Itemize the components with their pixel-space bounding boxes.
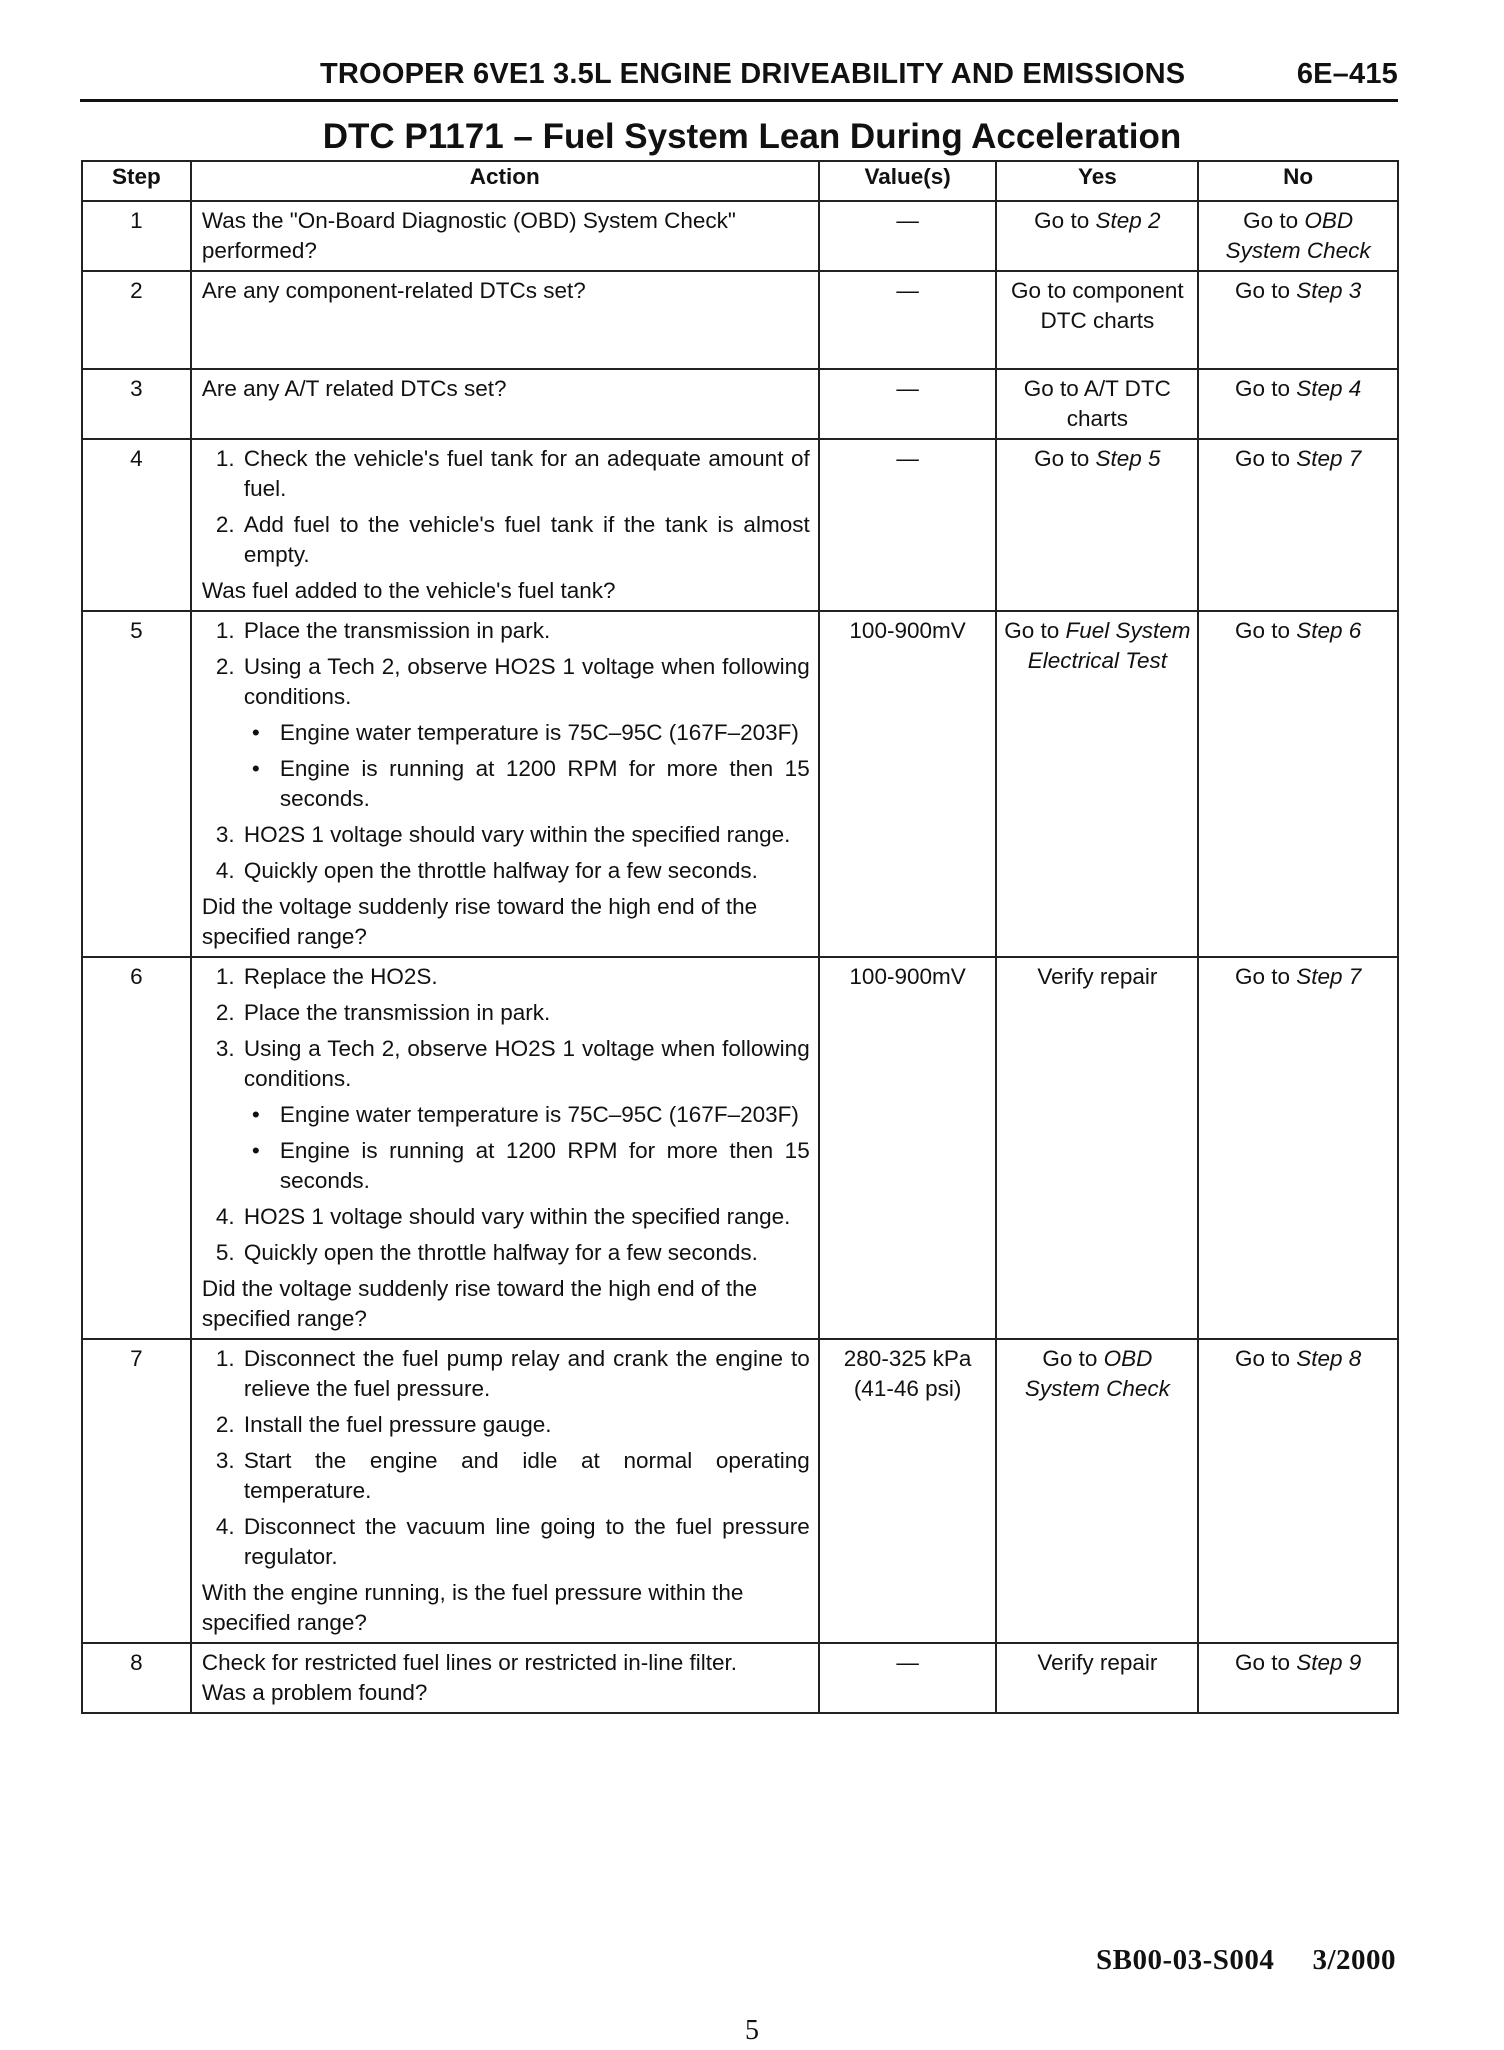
action-item: Place the transmission in park. — [243, 618, 551, 643]
action-item: Place the transmission in park. — [243, 1000, 551, 1025]
bulletin-number: SB00-03-S004 — [1096, 1944, 1275, 1976]
step-value: — — [819, 271, 997, 369]
yes-action: Go to OBD System Check — [996, 1339, 1198, 1643]
action-item: Disconnect the fuel pump relay and crank the engine to relieve the fuel pressure. — [243, 1346, 810, 1401]
step-question: Are any A/T related DTCs set? — [201, 376, 507, 401]
action-item: Quickly open the throttle halfway for a few seconds. — [243, 858, 758, 883]
step-question: Are any component-related DTCs set? — [201, 278, 586, 303]
page-reference: 6E–415 — [1296, 58, 1398, 90]
action-item: Using a Tech 2, observe HO2S 1 voltage when following conditions. — [243, 1036, 810, 1091]
table-row — [82, 611, 1398, 957]
table-row — [82, 369, 1398, 439]
table-row — [82, 1643, 1398, 1713]
action-item: Add fuel to the vehicle's fuel tank if the tank is almost empty. — [243, 512, 810, 567]
column-header-values: Value(s) — [819, 161, 997, 201]
step-action: 1. Place the transmission in park. 2. Using a Tech 2, observe HO2S 1 voltage when following conditions. • Engine water temperature is 75C–95C (167F–203F) • Engine is running at 1200 RPM for more then 15 seconds. 3. HO2S 1 voltage should vary within the specified range. 4. Quickly open the throttle halfway for a few seconds. Did the voltage suddenly rise toward the high end of the specified range? — [191, 611, 819, 957]
step-number: 5 — [82, 611, 191, 957]
step-action — [191, 201, 819, 271]
table-row — [82, 201, 1398, 271]
step-action: 1. Replace the HO2S. 2. Place the transmission in park. 3. Using a Tech 2, observe HO2S 1 voltage when following conditions. • Engine water temperature is 75C–95C (167F–203F) • Engine is running at 1200 RPM for more then 15 seconds. 4. HO2S 1 voltage should vary within the specified range. 5. Quickly open the throttle halfway for a few seconds. Did the voltage suddenly rise toward the high end of the specified range? — [191, 957, 819, 1339]
table-row — [82, 271, 1398, 369]
no-action: Go to Step 7 — [1198, 439, 1398, 611]
no-action: Go to Step 6 — [1198, 611, 1398, 957]
no-action: Go to Step 8 — [1198, 1339, 1398, 1643]
step-question: Was the "On-Board Diagnostic (OBD) System Check" performed? — [201, 208, 736, 263]
step-value: 100-900mV — [819, 611, 997, 957]
action-item: Start the engine and idle at normal operating temperature. — [243, 1448, 810, 1503]
condition-bullet: Engine is running at 1200 RPM for more then 15 seconds. — [279, 756, 810, 811]
action-item: Check the vehicle's fuel tank for an adequate amount of fuel. — [243, 446, 810, 501]
yes-action: Verify repair — [996, 957, 1198, 1339]
step-value: — — [819, 201, 997, 271]
action-item: HO2S 1 voltage should vary within the specified range. — [243, 1204, 791, 1229]
manual-section-title: TROOPER 6VE1 3.5L ENGINE DRIVEABILITY AND EMISSIONS — [320, 58, 1186, 90]
step-question: With the engine running, is the fuel pressure within the specified range? — [201, 1580, 744, 1635]
table-row — [82, 1339, 1398, 1643]
table-header-row — [82, 161, 1398, 201]
yes-action: Go to Step 2 — [996, 201, 1198, 271]
step-number: 2 — [82, 271, 191, 369]
step-number: 1 — [82, 201, 191, 271]
step-value: 280-325 kPa (41-46 psi) — [819, 1339, 997, 1643]
no-action: Go to Step 7 — [1198, 957, 1398, 1339]
condition-bullet: Engine water temperature is 75C–95C (167F–203F) — [279, 1102, 799, 1127]
step-action — [191, 369, 819, 439]
yes-action: Verify repair — [996, 1643, 1198, 1713]
bulletin-reference — [1096, 1944, 1396, 1977]
step-number: 7 — [82, 1339, 191, 1643]
step-action — [191, 271, 819, 369]
step-value: — — [819, 369, 997, 439]
step-question: Did the voltage suddenly rise toward the high end of the specified range? — [201, 894, 758, 949]
action-item: Replace the HO2S. — [243, 964, 438, 989]
step-question: Was fuel added to the vehicle's fuel tank? — [201, 578, 616, 603]
step-action — [191, 1643, 819, 1713]
bulletin-date: 3/2000 — [1312, 1944, 1396, 1976]
step-number: 4 — [82, 439, 191, 611]
column-header-action: Action — [191, 161, 819, 201]
table-row — [82, 957, 1398, 1339]
action-item: Install the fuel pressure gauge. — [243, 1412, 552, 1437]
yes-action: Go to A/T DTC charts — [996, 369, 1198, 439]
column-header-yes: Yes — [996, 161, 1198, 201]
diagnostic-table — [81, 160, 1399, 1714]
condition-bullet: Engine is running at 1200 RPM for more then 15 seconds. — [279, 1138, 810, 1193]
step-value: 100-900mV — [819, 957, 997, 1339]
step-question: Was a problem found? — [201, 1680, 428, 1705]
yes-action: Go to Step 5 — [996, 439, 1198, 611]
step-action: 1. Disconnect the fuel pump relay and crank the engine to relieve the fuel pressure. 2. Install the fuel pressure gauge. 3. Start the engine and idle at normal operating temperature. 4. Disconnect the vacuum line going to the fuel pressure regulator. With the engine running, is the fuel pressure within the specified range? — [191, 1339, 819, 1643]
no-action: Go to Step 4 — [1198, 369, 1398, 439]
column-header-step: Step — [82, 161, 191, 201]
condition-bullet: Engine water temperature is 75C–95C (167F–203F) — [279, 720, 799, 745]
action-item: Disconnect the vacuum line going to the fuel pressure regulator. — [243, 1514, 810, 1569]
no-action: Go to OBD System Check — [1198, 201, 1398, 271]
dtc-title: DTC P1171 – Fuel System Lean During Acceleration — [322, 117, 1182, 156]
step-value: — — [819, 1643, 997, 1713]
no-action: Go to Step 9 — [1198, 1643, 1398, 1713]
action-item: HO2S 1 voltage should vary within the specified range. — [243, 822, 791, 847]
page-number: 5 — [745, 2015, 759, 2046]
yes-action: Go to Fuel System Electrical Test — [996, 611, 1198, 957]
yes-action: Go to component DTC charts — [996, 271, 1198, 369]
step-number: 3 — [82, 369, 191, 439]
step-action: 1. Check the vehicle's fuel tank for an adequate amount of fuel. 2. Add fuel to the vehicle's fuel tank if the tank is almost empty. Was fuel added to the vehicle's fuel tank? — [191, 439, 819, 611]
step-value: — — [819, 439, 997, 611]
step-number: 6 — [82, 957, 191, 1339]
table-row — [82, 439, 1398, 611]
no-action: Go to Step 3 — [1198, 271, 1398, 369]
action-item: Using a Tech 2, observe HO2S 1 voltage when following conditions. — [243, 654, 810, 709]
step-question: Did the voltage suddenly rise toward the high end of the specified range? — [201, 1276, 758, 1331]
step-number: 8 — [82, 1643, 191, 1713]
page-header — [80, 58, 1398, 102]
column-header-no: No — [1198, 161, 1398, 201]
action-item: Check for restricted fuel lines or restricted in-line filter. — [201, 1650, 738, 1675]
action-item: Quickly open the throttle halfway for a few seconds. — [243, 1240, 758, 1265]
